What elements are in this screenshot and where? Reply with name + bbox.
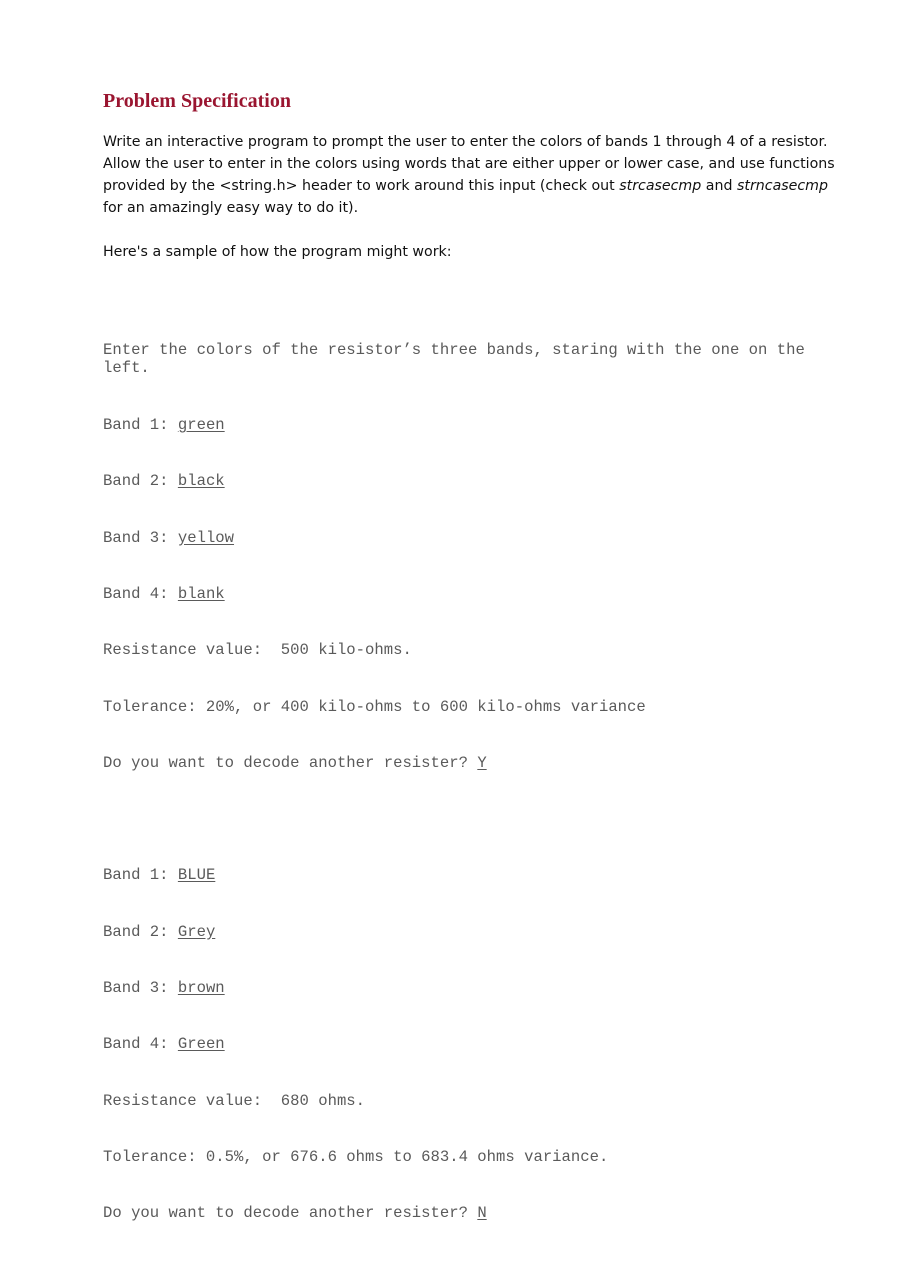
again-input: Y: [477, 754, 487, 773]
session1-band-3: [103, 529, 843, 548]
session1-prompt: Enter the colors of the resistor’s three bands, staring with the one on the left.: [103, 340, 815, 378]
band-input: BLUE: [177, 866, 216, 885]
band-label: Band 3:: [103, 978, 178, 997]
intro-text-1: Write an interactive program to prompt the user to enter the colors of bands 1 through 4 of a resistor. Allow the user to enter in the colors using words that are either upper or lower case, and use functions provided by the <string.h> header to work around this input (check out: [103, 134, 835, 194]
document-page: [103, 88, 843, 1261]
func-strcasecmp: strcasecmp: [619, 178, 702, 194]
session1-band-4: [103, 585, 843, 604]
session1-tolerance: Tolerance: 20%, or 400 kilo-ohms to 600 kilo-ohms variance: [103, 697, 646, 716]
band-label: Band 2:: [103, 922, 178, 941]
session2-tolerance: Tolerance: 0.5%, or 676.6 ohms to 683.4 ohms variance.: [103, 1148, 609, 1167]
again-prompt: Do you want to decode another resister?: [103, 754, 478, 773]
band-input: Grey: [177, 922, 216, 941]
session2-band-3: [103, 979, 843, 998]
sample-session-2: [103, 829, 843, 1261]
sample-session-1: [103, 303, 843, 811]
band-label: Band 1:: [103, 415, 178, 434]
sample-intro: Here's a sample of how the program might work:: [103, 244, 452, 260]
band-input: yellow: [177, 528, 235, 547]
session1-band-1: [103, 416, 843, 435]
session1-resistance: Resistance value: 500 kilo-ohms.: [103, 641, 412, 660]
session2-band-4: [103, 1035, 843, 1054]
band-label: Band 4:: [103, 1035, 178, 1054]
intro-paragraph: [103, 131, 843, 219]
session2-band-1: [103, 866, 843, 885]
again-prompt: Do you want to decode another resister?: [103, 1204, 478, 1223]
session2-band-2: [103, 923, 843, 942]
session2-resistance: Resistance value: 680 ohms.: [103, 1091, 366, 1110]
session1-band-2: [103, 472, 843, 491]
band-input: brown: [177, 978, 225, 997]
band-input: blank: [177, 584, 225, 603]
band-input: Green: [177, 1035, 225, 1054]
page-title: Problem Specification: [103, 90, 291, 112]
session2-again: [103, 1204, 843, 1223]
again-input: N: [477, 1204, 487, 1223]
band-label: Band 4:: [103, 584, 178, 603]
band-input: green: [177, 415, 225, 434]
band-label: Band 2:: [103, 472, 178, 491]
band-input: black: [177, 472, 225, 491]
band-label: Band 1:: [103, 866, 178, 885]
session1-again: [103, 754, 843, 773]
intro-text-2: and: [701, 178, 737, 194]
band-label: Band 3:: [103, 528, 178, 547]
func-strncasecmp: strncasecmp: [736, 178, 829, 194]
intro-text-3: for an amazingly easy way to do it).: [103, 200, 359, 216]
